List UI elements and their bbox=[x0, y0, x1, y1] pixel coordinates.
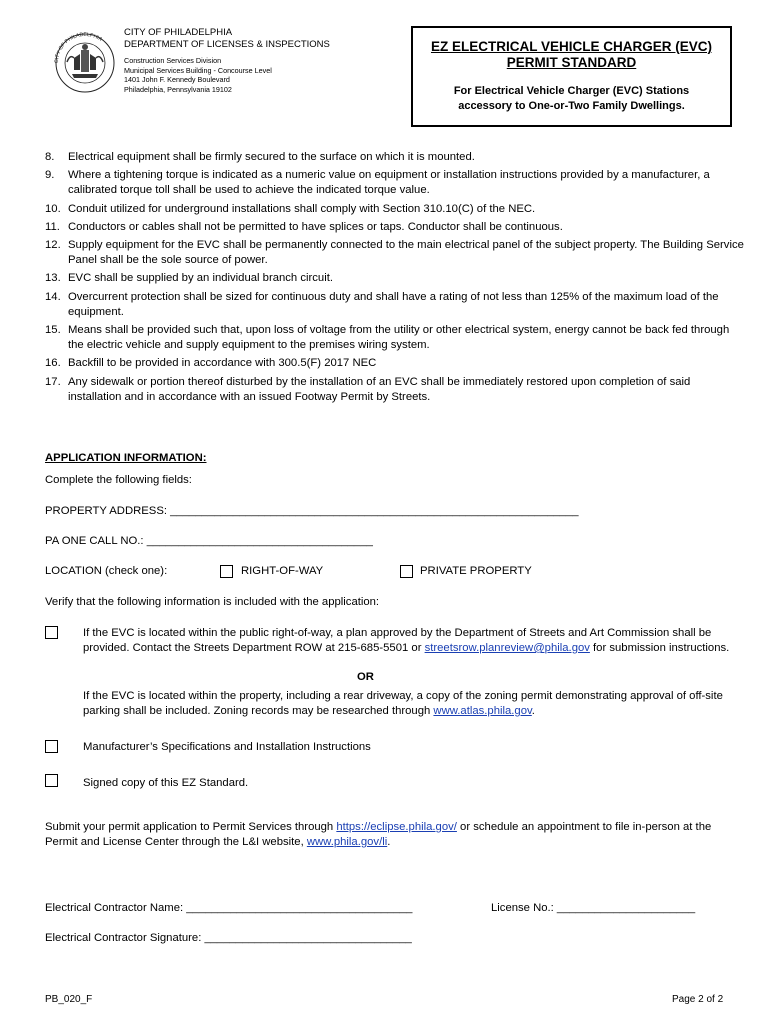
private-property-checkbox[interactable] bbox=[400, 565, 413, 578]
item-number: 16. bbox=[45, 357, 61, 370]
list-item bbox=[45, 356, 745, 371]
or-separator: OR bbox=[357, 671, 374, 683]
item-number: 14. bbox=[45, 290, 61, 303]
plan-approval-checkbox[interactable] bbox=[45, 626, 58, 639]
item-number: 11. bbox=[45, 220, 60, 233]
department-header bbox=[124, 27, 330, 94]
city-seal-icon bbox=[50, 32, 120, 94]
application-title: APPLICATION INFORMATION: bbox=[45, 452, 207, 464]
private-property-label: PRIVATE PROPERTY bbox=[420, 565, 532, 577]
page-number: Page 2 of 2 bbox=[672, 994, 724, 1005]
list-item bbox=[45, 202, 745, 217]
seal-text: CITY OF PHILADELPHIA bbox=[53, 32, 104, 64]
list-item bbox=[45, 323, 745, 353]
title-line2: PERMIT STANDARD bbox=[506, 55, 637, 70]
submit-instructions bbox=[45, 820, 725, 850]
title-line1: EZ ELECTRICAL VEHICLE CHARGER (EVC) bbox=[430, 39, 712, 54]
manufacturer-specs-checkbox[interactable] bbox=[45, 740, 58, 753]
contractor-signature-field[interactable]: Electrical Contractor Signature: _________________________________ bbox=[45, 932, 412, 944]
list-item bbox=[45, 150, 745, 165]
manufacturer-specs-label: Manufacturer’s Specifications and Installation Instructions bbox=[83, 741, 371, 753]
property-address-field[interactable]: PROPERTY ADDRESS: _________________________________________________________________ bbox=[45, 505, 579, 517]
item-number: 8. bbox=[45, 151, 55, 163]
plan-approval-text bbox=[83, 626, 743, 656]
requirements-list bbox=[45, 150, 745, 408]
building-name: Municipal Services Building - Concourse Level bbox=[124, 65, 272, 75]
item-text: Any sidewalk or portion thereof disturbed by the installation of an EVC shall be immediately restored upon completion of said installation and in accordance with an issued Footway Permit by Streets. bbox=[68, 375, 691, 403]
submit-text-part: or schedule an appointment to file in-person at the Permit and License Center through the L&I website, bbox=[45, 821, 712, 848]
permit-title-box bbox=[411, 26, 732, 127]
subtitle-line2: accessory to One-or-Two Family Dwellings. bbox=[458, 100, 685, 112]
list-item bbox=[45, 238, 745, 268]
item-text: Supply equipment for the EVC shall be permanently connected to the main electrical panel of the subject property. The Building Service Panel shall be the sole source of power. bbox=[68, 239, 744, 267]
eclipse-link[interactable]: https://eclipse.phila.gov/ bbox=[336, 821, 457, 833]
plan-approval-text-part: for submission instructions. bbox=[589, 642, 730, 654]
city-state: Philadelphia, Pennsylvania 19102 bbox=[124, 84, 232, 94]
item-text: Backfill to be provided in accordance with 300.5(F) 2017 NEC bbox=[68, 357, 377, 370]
zoning-text-part: . bbox=[531, 705, 535, 717]
item-text: Electrical equipment shall be firmly secured to the surface on which it is mounted. bbox=[68, 151, 475, 163]
submit-text-part: Submit your permit application to Permit Services through bbox=[45, 821, 337, 833]
department-name: DEPARTMENT OF LICENSES & INSPECTIONS bbox=[124, 39, 330, 50]
signed-copy-label: Signed copy of this EZ Standard. bbox=[83, 777, 249, 789]
zoning-permit-text bbox=[83, 689, 743, 719]
item-number: 15. bbox=[45, 324, 61, 337]
list-item bbox=[45, 375, 745, 405]
list-item bbox=[45, 168, 745, 198]
pa-one-call-field[interactable]: PA ONE CALL NO.: ____________________________________ bbox=[45, 535, 373, 547]
item-text: Overcurrent protection shall be sized for continuous duty and shall have a rating of not less than 125% of the maximum load of the equipment. bbox=[68, 290, 719, 318]
division-name: Construction Services Division bbox=[124, 56, 222, 65]
item-number: 12. bbox=[45, 239, 61, 252]
right-of-way-checkbox[interactable] bbox=[220, 565, 233, 578]
form-id: PB_020_F bbox=[45, 994, 93, 1005]
location-label: LOCATION (check one): bbox=[45, 565, 168, 577]
city-name: CITY OF PHILADELPHIA bbox=[124, 27, 233, 38]
streets-email-link[interactable]: streetsrow.planreview@phila.gov bbox=[424, 642, 590, 654]
signed-copy-checkbox[interactable] bbox=[45, 774, 58, 787]
license-number-field[interactable]: License No.: ______________________ bbox=[491, 902, 696, 914]
right-of-way-label: RIGHT-OF-WAY bbox=[241, 565, 324, 577]
item-text: Where a tightening torque is indicated as a numeric value on equipment or installation instructions provided by a manufacturer, a calibrated torque toll shall be used to achieve the indicated torque value. bbox=[68, 169, 710, 197]
item-text: Means shall be provided such that, upon loss of voltage from the utility or other electrical system, energy cannot be back fed through the electric vehicle and supply equipment to the premises wiring system. bbox=[68, 324, 730, 352]
phila-li-link[interactable]: www.phila.gov/li bbox=[306, 836, 388, 848]
verify-instruction: Verify that the following information is included with the application: bbox=[45, 596, 380, 608]
item-text: Conduit utilized for underground installations shall comply with Section 310.10(C) of the NEC. bbox=[68, 202, 536, 215]
contractor-name-field[interactable]: Electrical Contractor Name: ____________________________________ bbox=[45, 902, 413, 914]
list-item bbox=[45, 271, 745, 286]
atlas-link[interactable]: www.atlas.phila.gov bbox=[433, 705, 532, 717]
item-number: 10. bbox=[45, 202, 61, 215]
street-address: 1401 John F. Kennedy Boulevard bbox=[124, 75, 230, 85]
plan-approval-text-part: If the EVC is located within the public right-of-way, a plan approved by the Department of Streets and Art Commission shall be provided. Contact the Streets Department ROW at 215-685-5501 or bbox=[83, 627, 712, 654]
item-number: 17. bbox=[45, 375, 61, 388]
item-text: Conductors or cables shall not be permitted to have splices or taps. Conductor shall be continuous. bbox=[68, 220, 563, 233]
list-item bbox=[45, 220, 745, 235]
list-item bbox=[45, 290, 745, 320]
subtitle-line1: For Electrical Vehicle Charger (EVC) Stations bbox=[453, 85, 690, 97]
item-number: 13. bbox=[45, 272, 61, 285]
zoning-text-part: If the EVC is located within the property, including a rear driveway, a copy of the zoning permit demonstrating approval of off-site parking shall be included. Zoning records may be researched through bbox=[83, 690, 723, 717]
application-instruction: Complete the following fields: bbox=[45, 474, 192, 486]
submit-text-part: . bbox=[387, 836, 391, 848]
item-text: EVC shall be supplied by an individual branch circuit. bbox=[68, 272, 333, 285]
item-number: 9. bbox=[45, 169, 55, 182]
